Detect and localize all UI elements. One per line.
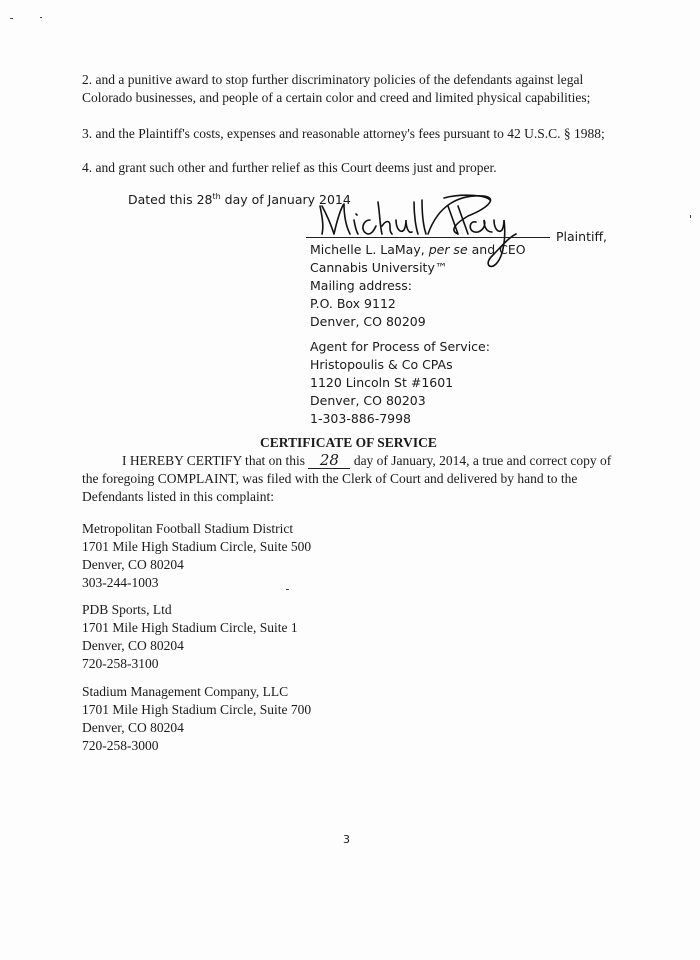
defendant-3-city: Denver, CO 80204 (82, 720, 184, 735)
agent-label: Agent for Process of Service: (310, 339, 490, 354)
defendant-1-street: 1701 Mile High Stadium Circle, Suite 500 (82, 539, 312, 554)
agent-phone: 1-303-886-7998 (310, 411, 412, 426)
scan-speck (10, 18, 13, 19)
scan-speck (690, 215, 691, 218)
po-box: P.O. Box 9112 (310, 296, 396, 311)
dated-line: Dated this 28th day of January 2014 (128, 191, 351, 207)
signature-line (306, 237, 550, 238)
organization: Cannabis University™ (310, 260, 448, 275)
handwritten-day: 28 (308, 452, 350, 469)
prayer-item-2-line-2: Colorado businesses, and people of a certain color and creed and limited physical capabilities; (82, 90, 591, 105)
certificate-line-3: Defendants listed in this complaint: (82, 489, 274, 504)
signer-name-line: Michelle L. LaMay, per se and CEO (310, 242, 526, 257)
city-state-zip: Denver, CO 80209 (310, 314, 426, 329)
mailing-address-label: Mailing address: (310, 278, 413, 293)
defendant-3-name: Stadium Management Company, LLC (82, 684, 289, 699)
signer-role: Plaintiff, (556, 229, 608, 244)
prayer-item-2-line-1: 2. and a punitive award to stop further discriminatory policies of the defendants against legal (82, 72, 584, 87)
certificate-line-2: the foregoing COMPLAINT, was filed with the Clerk of Court and delivered by hand to the (82, 471, 578, 486)
defendant-3-phone: 720-258-3000 (82, 738, 159, 753)
defendant-2-street: 1701 Mile High Stadium Circle, Suite 1 (82, 620, 298, 635)
defendant-2-city: Denver, CO 80204 (82, 638, 184, 653)
scan-speck (286, 589, 289, 590)
agent-name: Hristopoulis & Co CPAs (310, 357, 453, 372)
defendant-1-name: Metropolitan Football Stadium District (82, 521, 294, 536)
defendant-3-street: 1701 Mile High Stadium Circle, Suite 700 (82, 702, 312, 717)
defendant-1-phone: 303-244-1003 (82, 575, 159, 590)
certificate-line-1: I HEREBY CERTIFY that on this 28 day of January, 2014, a true and correct copy of (122, 451, 612, 469)
page-number: 3 (343, 833, 350, 846)
prayer-item-3: 3. and the Plaintiff's costs, expenses and reasonable attorney's fees pursuant to 42 U.S.C. § 1988; (82, 126, 605, 141)
scan-speck (40, 17, 42, 18)
agent-street: 1120 Lincoln St #1601 (310, 375, 454, 390)
certificate-heading: CERTIFICATE OF SERVICE (260, 435, 437, 450)
defendant-2-name: PDB Sports, Ltd (82, 602, 172, 617)
agent-city: Denver, CO 80203 (310, 393, 426, 408)
prayer-item-4: 4. and grant such other and further relief as this Court deems just and proper. (82, 160, 497, 175)
defendant-2-phone: 720-258-3100 (82, 656, 159, 671)
defendant-1-city: Denver, CO 80204 (82, 557, 184, 572)
